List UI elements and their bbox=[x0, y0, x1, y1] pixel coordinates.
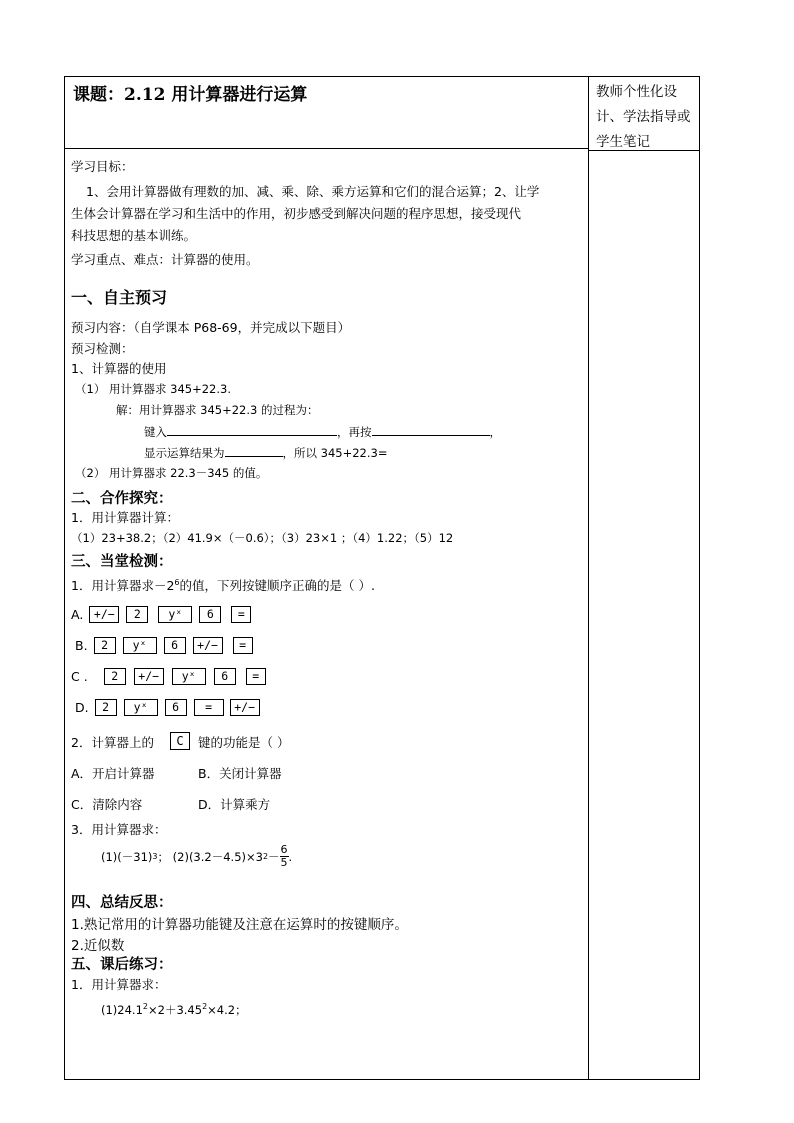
fraction: $\frac{6}{5}$ bbox=[280, 843, 288, 869]
preview-item: 1、计算器的使用 bbox=[71, 361, 167, 376]
key-power: yˣ bbox=[124, 699, 158, 716]
test-q3-expressions: (1)(－31) 3 ； (2)(3.2－4.5)×3 2 － $\frac{6}{5}$ . bbox=[101, 843, 293, 869]
section-1-heading: 一、自主预习 bbox=[71, 288, 168, 307]
key-2: 2 bbox=[95, 699, 117, 716]
result-line: 显示运算结果为 ，所以 345+22.3= bbox=[144, 446, 388, 460]
homework-question: 1．用计算器求： bbox=[71, 977, 167, 992]
key-sign: +/− bbox=[134, 668, 164, 685]
key-2: 2 bbox=[126, 606, 148, 623]
goals-line-1: 1、会用计算器做有理数的加、减、乘、除、乘方运算和它们的混合运算；2、让学 bbox=[86, 184, 540, 199]
key-sign: +/− bbox=[193, 637, 223, 654]
key-sign: +/− bbox=[89, 606, 119, 623]
side-header-line-2: 计、学法指导或 bbox=[596, 109, 691, 125]
q2-option-a: A．开启计算器 bbox=[71, 766, 155, 781]
explore-items: （1）23+38.2；（2）41.9×（－0.6）；（3）23×1 ；（4）1.22；（5）12 bbox=[71, 531, 454, 545]
option-b: B. 2 yˣ 6 +/− = bbox=[75, 637, 253, 654]
summary-line-2: 2.近似数 bbox=[71, 938, 125, 954]
goals-line-3: 科技思想的基本训练。 bbox=[71, 228, 197, 243]
key-6: 6 bbox=[165, 699, 187, 716]
key-power: yˣ bbox=[172, 668, 206, 685]
side-header-divider bbox=[588, 150, 700, 151]
section-5-heading: 五、课后练习： bbox=[71, 957, 173, 973]
preview-q2: （2） 用计算器求 22.3－345 的值。 bbox=[75, 466, 268, 480]
option-d: D. 2 yˣ 6 = +/− bbox=[75, 699, 260, 716]
key-equals: = bbox=[246, 668, 266, 685]
q2-option-d: D．计算乘方 bbox=[198, 797, 271, 812]
section-2-heading: 二、合作探究： bbox=[71, 491, 173, 507]
explore-question: 1．用计算器计算： bbox=[71, 510, 179, 525]
option-c: C . 2 +/− yˣ 6 = bbox=[71, 668, 266, 685]
key-6: 6 bbox=[199, 606, 221, 623]
q2-option-b: B．关闭计算器 bbox=[198, 766, 282, 781]
side-header-line-3: 学生笔记 bbox=[596, 134, 650, 150]
goals-label: 学习目标： bbox=[71, 159, 134, 174]
homework-expression: $(1)24.1^2\times 2+3.45^2\times 4.2$； bbox=[101, 1002, 247, 1017]
header-divider bbox=[64, 148, 588, 149]
key-6: 6 bbox=[214, 668, 236, 685]
key-equals: = bbox=[233, 637, 253, 654]
blank-result bbox=[225, 444, 283, 457]
option-a: A. +/− 2 yˣ 6 = bbox=[71, 606, 251, 623]
summary-line-1: 1.熟记常用的计算器功能键及注意在运算时的按键顺序。 bbox=[71, 917, 408, 933]
key-power: yˣ bbox=[158, 606, 192, 623]
blank-keys bbox=[167, 423, 337, 436]
key-2: 2 bbox=[104, 668, 126, 685]
key-6: 6 bbox=[164, 637, 186, 654]
preview-check: 预习检测： bbox=[71, 341, 134, 356]
goals-line-2: 生体会计算器在学习和生活中的作用，初步感受到解决问题的程序思想，接受现代 bbox=[71, 206, 522, 221]
test-q2-pre: 2．计算器上的 bbox=[71, 735, 154, 750]
focus-text: 学习重点、难点：计算器的使用。 bbox=[71, 252, 259, 267]
test-q3: 3．用计算器求： bbox=[71, 822, 167, 837]
test-q1: 1．用计算器求$-2^6$的值，下列按键顺序正确的是（ ）. bbox=[71, 577, 375, 593]
preview-solution: 解：用计算器求 345+22.3 的过程为： bbox=[116, 403, 319, 417]
preview-content: 预习内容：（自学课本 P68-69，并完成以下题目） bbox=[71, 320, 351, 335]
key-equals: = bbox=[194, 699, 224, 716]
page-title: 课题：2.12 用计算器进行运算 bbox=[73, 85, 308, 105]
section-4-heading: 四、总结反思： bbox=[71, 895, 173, 911]
side-header-line-1: 教师个性化设 bbox=[596, 84, 677, 100]
key-2: 2 bbox=[94, 637, 116, 654]
q2-option-c: C．清除内容 bbox=[71, 797, 143, 812]
blank-press bbox=[372, 423, 490, 436]
key-sign: +/− bbox=[230, 699, 260, 716]
column-divider bbox=[588, 76, 589, 1080]
test-q2-post: 键的功能是（ ） bbox=[198, 735, 290, 750]
preview-q1: （1） 用计算器求 345+22.3. bbox=[75, 382, 231, 396]
input-line: 键入 ，再按 ， bbox=[144, 425, 501, 439]
section-3-heading: 三、当堂检测： bbox=[71, 554, 173, 570]
clear-key: C bbox=[170, 732, 190, 750]
key-power: yˣ bbox=[123, 637, 157, 654]
key-equals: = bbox=[231, 606, 251, 623]
